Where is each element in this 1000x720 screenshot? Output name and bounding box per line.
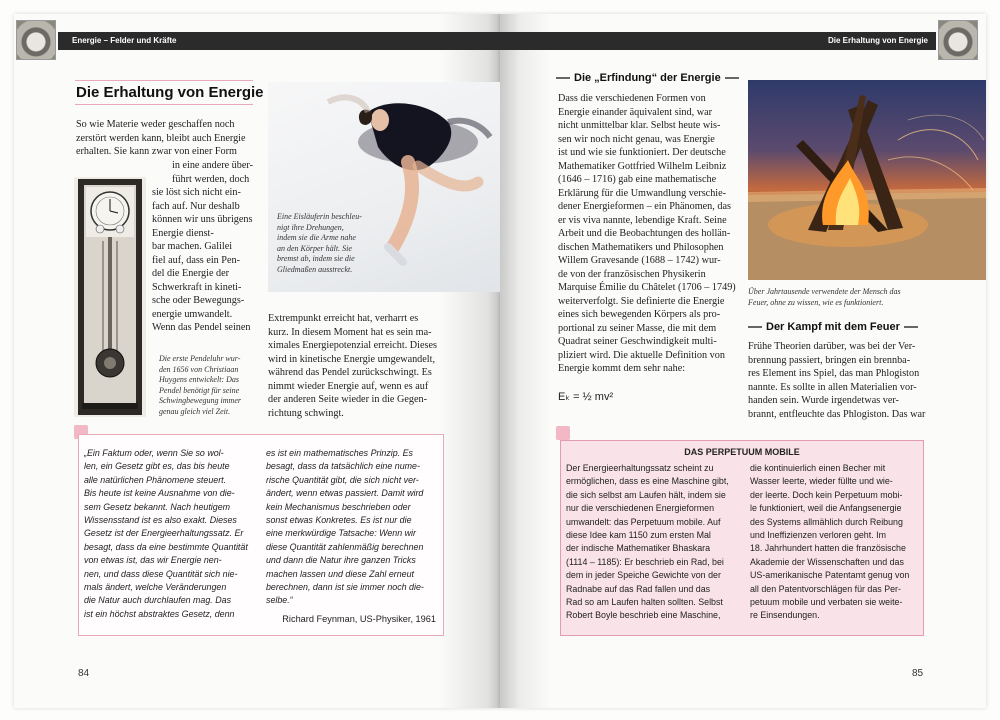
body-line: handen sein. Wurde irgendetwas ver- <box>748 395 899 406</box>
body-line: Quadrat seiner Geschwindigkeit multi- <box>558 336 717 347</box>
quote-line: nen, und dass diese Quantität sich nie- <box>84 568 238 579</box>
clock-caption <box>159 354 259 417</box>
caption-line: Eine Eisläuferin beschleu- <box>277 212 362 221</box>
quote-line: es ist ein mathematisches Prinzip. Es <box>266 448 413 458</box>
quote-line: selbe.“ <box>266 595 293 606</box>
body-line: eines sich bewegenden Körpers als pro- <box>558 309 721 320</box>
quote-column-2 <box>266 447 442 608</box>
caption-line: Gliedmaßen ausstreckt. <box>277 264 353 274</box>
body-line: sen wir noch nicht genau, was Energie <box>558 133 715 145</box>
invention-text <box>558 92 738 376</box>
box-line: ermöglichen, dass es eine Maschine gibt, <box>566 476 729 487</box>
header-thumbnail-image <box>16 20 56 60</box>
body-line: res Element ins Spiel, das man Phlogiston <box>748 368 920 379</box>
left-header-bar <box>58 32 500 50</box>
box-line: re Einsendungen. <box>750 610 820 621</box>
left-header-text: Energie – Felder und Kräfte <box>72 36 177 45</box>
body-line: der anderen Seite wieder in die Gegen- <box>268 394 427 405</box>
body-line: dischen Mathematikers und Philosophen <box>558 241 724 253</box>
quote-line: alle natürlichen Phänomene steuert. <box>84 474 227 485</box>
caption-line: den 1656 von Christiaan <box>159 364 239 374</box>
body-line: portional zu seiner Masse, die mit dem <box>558 322 717 334</box>
wrap-line: Schwerkraft in kineti- <box>152 281 242 293</box>
wrap-line: bar machen. Galilei <box>152 241 233 252</box>
caption-line: an den Körper hält. Sie <box>277 243 352 253</box>
body-line: während das Pendel zurückschwingt. Es <box>268 367 432 378</box>
caption-line: Über Jahrtausende verwendete der Mensch das <box>748 287 901 296</box>
quote-line: sonst etwas Konkretes. Es ist nur die <box>266 515 412 526</box>
page-title: Die Erhaltung von Energie <box>76 84 264 101</box>
bonfire-image <box>748 80 986 280</box>
body-line: Willem Gravesande (1688 – 1742) wur- <box>558 255 721 266</box>
wrap-line: in eine andere über- <box>172 160 253 171</box>
caption-line: genau gleich viel Zeit. <box>159 406 231 416</box>
pendulum-clock-image <box>74 177 146 417</box>
quote-line: diese Quantität zahlenmäßig berechnen <box>266 541 424 552</box>
caption-line: Die erste Pendeluhr wur- <box>159 354 241 363</box>
wrap-line: Energie dienst- <box>152 227 214 239</box>
caption-line: Feuer, ohne zu wissen, wie es funktioniert. <box>748 297 884 307</box>
body-line: ximales Energiepotenzial erreicht. Dieses <box>268 340 437 351</box>
body-line: Arbeit und die Beobachtungen des hollän- <box>558 228 731 239</box>
section-title-text: Die „Erfindung“ der Energie <box>574 72 721 84</box>
body-line: (1646 – 1716) gab eine mathematische <box>558 174 717 185</box>
body-line: Energie einander äquivalent sind, war <box>558 106 712 118</box>
body-line: Erklärung für die Umwandlung verschie- <box>558 187 727 199</box>
body-line: nannte. Es sollte in allen Materialien vor- <box>748 381 917 393</box>
quote-author: Richard Feynman, US-Physiker, 1961 <box>282 614 436 624</box>
box-line: Robert Boyle beschrieb eine Maschine, <box>566 610 721 621</box>
caption-line: nigt ihre Drehungen, <box>277 222 344 232</box>
body-line: richtung schwingt. <box>268 407 344 419</box>
right-header-bar <box>500 32 936 50</box>
section-heading-invention <box>556 72 743 84</box>
quote-line: berechnen, dann ist sie immer noch die- <box>266 582 424 593</box>
box-line: all den Patentvorschlägen für das Per- <box>750 583 901 594</box>
heading-dash <box>556 77 570 79</box>
wrap-line: energie umwandelt. <box>152 308 233 320</box>
skater-caption <box>277 212 373 275</box>
quote-line: und dann die Natur ihre ganzen Tricks <box>266 555 416 566</box>
body-line: nicht unmittelbar klar. Selbst heute wis- <box>558 120 721 131</box>
wrap-line: können wir uns übrigens <box>152 214 253 225</box>
box-line: die sich selbst am Laufen hält, indem sie <box>566 489 726 500</box>
box-line: 18. Jahrhundert hatten die französische <box>750 543 906 554</box>
wrap-line: sie löst sich nicht ein- <box>152 187 241 198</box>
box-line: Akademie der Wissenschaften und das <box>750 556 904 567</box>
quote-line: eine merkwürdige Tatsache: Wenn wir <box>266 528 416 539</box>
box-line: des Systems allmählich durch Reibung <box>750 516 903 527</box>
body-line: kurz. In diesem Moment hat es sein ma- <box>268 326 432 338</box>
box-column-1 <box>566 462 744 623</box>
quote-line: Wissensstand ist es also exakt. Dieses <box>84 515 237 526</box>
box-line: nur die verschiedenen Energieformen <box>566 503 715 514</box>
box-title: DAS PERPETUUM MOBILE <box>684 447 800 457</box>
quote-line: rische Quantität gibt, die sich nicht ver- <box>266 474 419 485</box>
left-page-number: 84 <box>78 668 90 679</box>
body-line: dener Energieformen – ein Phänomen, das <box>558 201 731 212</box>
caption-line: indem sie die Arme nahe <box>277 233 356 242</box>
heading-dash <box>725 77 739 79</box>
intro-line: zerstört werden kann, bleibt auch Energie <box>76 132 246 144</box>
box-line: Radnabe auf das Rad fallen und das <box>566 583 711 594</box>
body-line: de von der französischen Physikerin <box>558 268 706 280</box>
wrap-line: fiel auf, dass ein Pen- <box>152 254 240 266</box>
quote-line: sem Gesetz bekannt. Nach heutigem <box>84 501 231 512</box>
heading-dash <box>904 326 918 328</box>
intro-line: So wie Materie weder geschaffen noch <box>76 119 235 130</box>
box-line: Wasser leerte, wieder füllte und wie- <box>750 476 893 487</box>
caption-line: Huygens entwickelt: Das <box>159 375 239 384</box>
pendulum-text <box>268 312 456 420</box>
section-heading-fire <box>748 321 922 333</box>
box-line: Der Energieerhaltungssatz scheint zu <box>566 463 714 473</box>
box-line: le funktioniert, weil die Anfangsenergie <box>750 503 902 514</box>
wrap-line: fach auf. Nur deshalb <box>152 200 240 212</box>
quote-line: von etwas ist, das wir Energie nen- <box>84 555 222 566</box>
box-line: US-amerikanische Patentamt genug von <box>750 570 910 581</box>
body-line: er vis viva nannte, lebendige Kraft. Seine <box>558 214 727 226</box>
wrap-line: sche oder Bewegungs- <box>152 295 245 306</box>
body-line: Dass die verschiedenen Formen von <box>558 93 706 104</box>
section-title-text: Der Kampf mit dem Feuer <box>766 321 900 333</box>
box-line: und Ineffizienzen verloren geht. Im <box>750 530 887 541</box>
body-line: Energie kommt dem sehr nahe: <box>558 363 686 374</box>
quote-line: kein Mechanismus beschrieben oder <box>266 501 411 512</box>
caption-line: bremst ab, indem sie die <box>277 254 355 263</box>
box-line: der leerte. Doch kein Perpetuum mobi- <box>750 489 903 500</box>
box-column-2 <box>750 462 920 623</box>
quote-column-1 <box>84 447 256 621</box>
quote-line: besagt, dass da eine bestimmte Quantität <box>84 541 248 552</box>
box-line: die kontinuierlich einen Becher mit <box>750 463 886 473</box>
box-line: dem in jeder Speiche Gewichte von der <box>566 570 721 581</box>
quote-line: machen lassen und diese Zahl erneut <box>266 568 415 579</box>
wrap-line: Wenn das Pendel seinen <box>152 322 251 333</box>
intro-wrap-text <box>152 159 256 335</box>
body-line: wird in kinetische Energie umgewandelt, <box>268 353 436 365</box>
heading-dash <box>748 326 762 328</box>
quote-line: besagt, dass da tatsächlich eine nume- <box>266 461 420 472</box>
title-rule-top <box>75 80 253 81</box>
quote-line: „Ein Faktum oder, wenn Sie so wol- <box>84 448 224 458</box>
body-line: pliziert wird. Die aktuelle Definition von <box>558 349 725 361</box>
quote-line: Bis heute ist keine Ausnahme von die- <box>84 488 235 499</box>
box-line: der indische Mathematiker Bhaskara <box>566 543 711 554</box>
body-line: brennung passiert, bringen ein brennba- <box>748 354 911 366</box>
quote-line: ändert, wenn etwas passiert. Damit wird <box>266 488 424 499</box>
wrap-line: del die Energie der <box>152 268 230 279</box>
intro-text <box>76 118 256 159</box>
gutter-shadow-right <box>500 14 550 708</box>
body-line: Frühe Theorien darüber, was bei der Ver- <box>748 341 916 352</box>
box-line: (1114 – 1185): Er beschrieb ein Rad, bei <box>566 556 724 567</box>
body-line: Extrempunkt erreicht hat, verharrt es <box>268 313 419 324</box>
kinetic-energy-formula: Eₖ = ½ mv² <box>558 391 614 403</box>
intro-line: erhalten. Sie kann zwar von einer Form <box>76 146 237 157</box>
right-header-text: Die Erhaltung von Energie <box>827 36 928 45</box>
quote-line: len, ein Gesetz gibt es, das bis heute <box>84 461 230 472</box>
quote-line: Gesetz ist der Energieerhaltungssatz. Er <box>84 528 244 539</box>
fire-text <box>748 340 930 421</box>
body-line: ist und wie sie funktioniert. Der deutsche <box>558 147 726 158</box>
box-line: diese Idee kam 1150 zum ersten Mal <box>566 530 711 541</box>
body-line: Mathematiker Gottfried Wilhelm Leibniz <box>558 160 727 172</box>
box-line: Rad so am Laufen halten sollten. Selbst <box>566 597 723 608</box>
fire-caption <box>748 287 986 308</box>
box-tab-icon <box>556 426 570 440</box>
body-line: Marquise Émilie du Châtelet (1706 – 1749) <box>558 282 736 293</box>
body-line: weiterverfolgt. Sie definierte die Energie <box>558 295 725 307</box>
box-line: petuum mobile und verbaten sie weite- <box>750 597 903 608</box>
box-line: umwandelt: das Perpetuum mobile. Auf <box>566 516 721 527</box>
body-line: brannt, entfleuchte das Phlogiston. Das war <box>748 408 926 420</box>
right-page-number: 85 <box>912 668 924 679</box>
wrap-line: führt werden, doch <box>172 173 250 185</box>
title-rule-bottom <box>75 104 253 105</box>
header-thumbnail-image-right <box>938 20 978 60</box>
quote-line: die Natur auch durchlaufen mag. Das <box>84 595 232 606</box>
caption-line: Pendel benötigt für seine <box>159 385 240 395</box>
quote-line: ist ein höchst abstraktes Gesetz, denn <box>84 608 235 619</box>
caption-line: Schwingbewegung immer <box>159 396 241 405</box>
body-line: nimmt wieder Energie auf, wenn es auf <box>268 380 429 392</box>
quote-line: mals ändert, welche Veränderungen <box>84 582 227 593</box>
